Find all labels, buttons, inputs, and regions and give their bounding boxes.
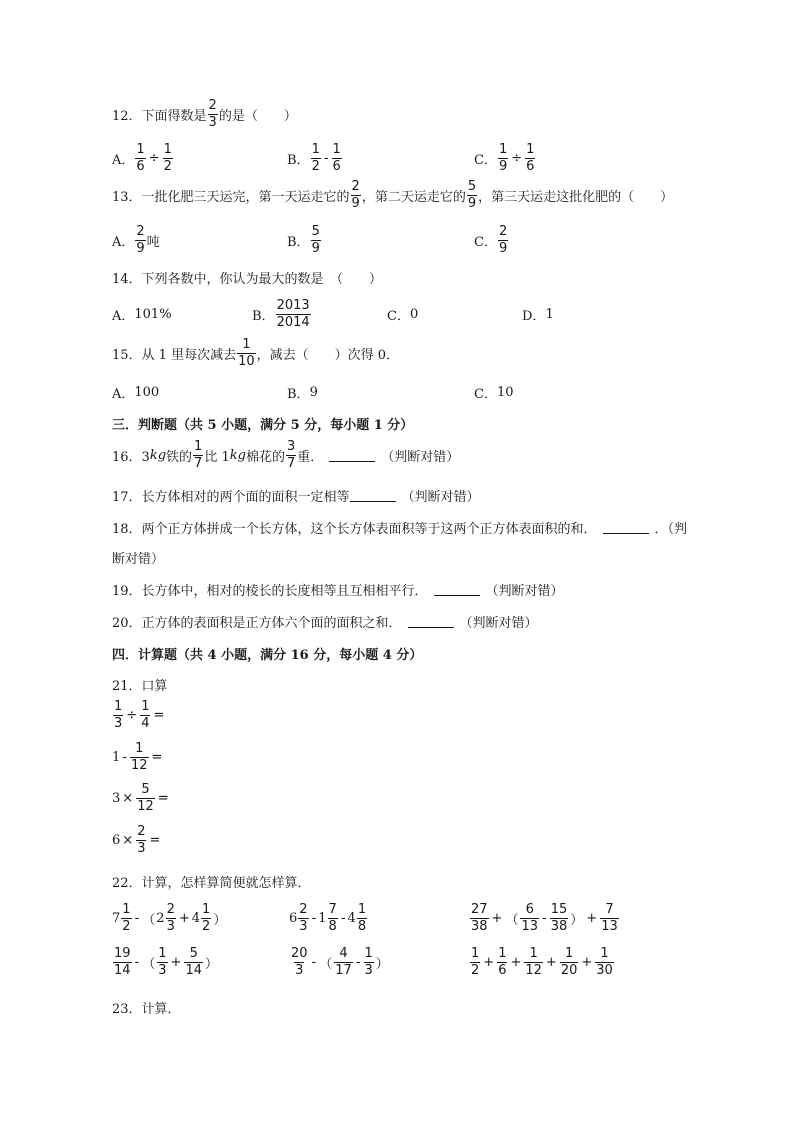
answer-blank[interactable] [329, 449, 375, 462]
mental-calc-item: 1 - $\frac{1}{12}$ = [112, 741, 163, 773]
fraction: $\frac{1}{6}$ [136, 141, 145, 174]
fraction: $\frac{1}{9}$ [498, 141, 508, 174]
question-13: 13．一批化肥三天运完，第一天运走它的 $\frac{2}{9}$ ，第二天运走它的 $\frac{5}{9}$ ，第三天运走这批化肥的（ ） [112, 179, 674, 211]
fraction: $\frac{2013}{2014}$ [276, 297, 310, 330]
question-14: 14．下列各数中，你认为最大的数是 （ ） [112, 272, 383, 287]
mental-calc-item: 3 × $\frac{5}{12}$ = [112, 782, 169, 814]
answer-blank[interactable] [603, 521, 649, 534]
answer-blank[interactable] [350, 489, 396, 502]
expression: $\frac{19}{14}$ - （ $\frac{1}{3}$ + $\frac{5}{14}$ ） [114, 945, 219, 978]
option-c[interactable]: C． 10 [474, 384, 514, 402]
question-16: 16．3 kg 铁的 $\frac{1}{7}$ 比 1 kg 棉花的 $\frac{3}{7}$ 重． （判断对错） [112, 439, 460, 471]
answer-blank[interactable] [434, 583, 480, 596]
question-21: 21．口算 [112, 679, 168, 694]
option-a[interactable]: A． $\frac{1}{6}$ ÷ $\frac{1}{2}$ [112, 141, 172, 174]
fraction: $\frac{2}{3}$ [208, 98, 217, 130]
fraction: $\frac{5}{9}$ [311, 223, 320, 256]
calc-row-1 [112, 896, 632, 940]
question-22: 22．计算，怎样算简便就怎样算． [112, 876, 311, 891]
question-17: 17．长方体相对的两个面的面积一定相等 （判断对错） [112, 490, 480, 505]
expression: $\frac{1}{2}$ + $\frac{1}{6}$ + $\frac{1}{12}$ + $\frac{1}{20}$ + $\frac{1}{30}$ [471, 945, 613, 978]
question-18: 18．两个正方体拼成一个长方体，这个长方体表面积等于这两个正方体表面积的和． ．（判 [112, 522, 688, 537]
mental-calc-item: $\frac{1}{3}$ ÷ $\frac{1}{4}$ = [114, 699, 165, 731]
fraction: $\frac{1}{2}$ [163, 141, 172, 174]
fraction: $\frac{1}{7}$ [194, 439, 203, 471]
fraction: $\frac{2}{9}$ [136, 223, 145, 256]
calc-row-2 [112, 940, 632, 984]
question-13-options [112, 220, 672, 260]
fraction: $\frac{1}{6}$ [526, 141, 535, 174]
option-c[interactable]: C． $\frac{2}{9}$ [474, 223, 508, 256]
option-a[interactable]: A． 100 [112, 384, 160, 402]
fraction: $\frac{1}{10}$ [238, 337, 255, 369]
fraction: $\frac{1}{2}$ [311, 141, 320, 174]
fraction: $\frac{2}{9}$ [351, 179, 360, 211]
option-b[interactable]: B． $\frac{2013}{2014}$ [252, 297, 310, 330]
question-12: 12．下面得数是 $\frac{2}{3}$ 的是（ ） [112, 98, 297, 130]
question-20: 20．正方体的表面积是正方体六个面的面积之和． （判断对错） [112, 616, 538, 631]
question-12-stem: 12．下面得数是 [112, 109, 207, 124]
question-15-options [112, 372, 672, 412]
option-b[interactable]: B． 9 [287, 384, 318, 402]
section-4-title: 四．计算题（共 4 小题，满分 16 分，每小题 4 分） [112, 648, 423, 663]
expression: $\frac{27}{38}$ + （ $\frac{6}{13}$ - $\frac{15}{38}$ ） + $\frac{7}{13}$ [471, 901, 618, 934]
question-15: 15．从 1 里每次减去 $\frac{1}{10}$ ，减去（ ）次得 0． [112, 337, 400, 369]
question-14-options [112, 294, 672, 334]
section-3-title: 三．判断题（共 5 小题，满分 5 分，每小题 1 分） [112, 418, 414, 433]
fraction: $\frac{1}{6}$ [332, 141, 341, 174]
fraction: $\frac{3}{7}$ [286, 439, 296, 471]
answer-blank[interactable] [408, 615, 454, 628]
fraction: $\frac{2}{9}$ [498, 223, 508, 256]
option-d[interactable]: D． 1 [522, 306, 554, 324]
expression: 6 $\frac{2}{3}$ - 1 $\frac{7}{8}$ - 4 $\frac{1}{8}$ [289, 901, 367, 934]
option-c[interactable]: C． $\frac{1}{9}$ ÷ $\frac{1}{6}$ [474, 141, 535, 174]
question-18-cont: 断对错） [112, 552, 165, 567]
option-b[interactable]: B． $\frac{1}{2}$ - $\frac{1}{6}$ [287, 141, 341, 174]
option-c[interactable]: C． 0 [387, 306, 419, 324]
expression: $\frac{20}{3}$ - （ $\frac{4}{17}$ - $\frac{1}{3}$ ） [291, 945, 389, 978]
question-19: 19．长方体中，相对的棱长的长度相等且互相相平行． （判断对错） [112, 584, 564, 599]
expression: 7 $\frac{1}{2}$ - （ 2 $\frac{2}{3}$ + 4 $\frac{1}{2}$ ） [112, 901, 227, 934]
fraction: $\frac{5}{9}$ [467, 179, 477, 211]
option-a[interactable]: A． 101% [112, 306, 172, 324]
question-23: 23．计算． [112, 1002, 181, 1017]
mental-calc-item: 6 × $\frac{2}{3}$ = [112, 824, 161, 856]
question-12-options [112, 138, 672, 178]
option-b[interactable]: B． $\frac{5}{9}$ [287, 223, 320, 256]
option-a[interactable]: A． $\frac{2}{9}$ 吨 [112, 223, 160, 256]
